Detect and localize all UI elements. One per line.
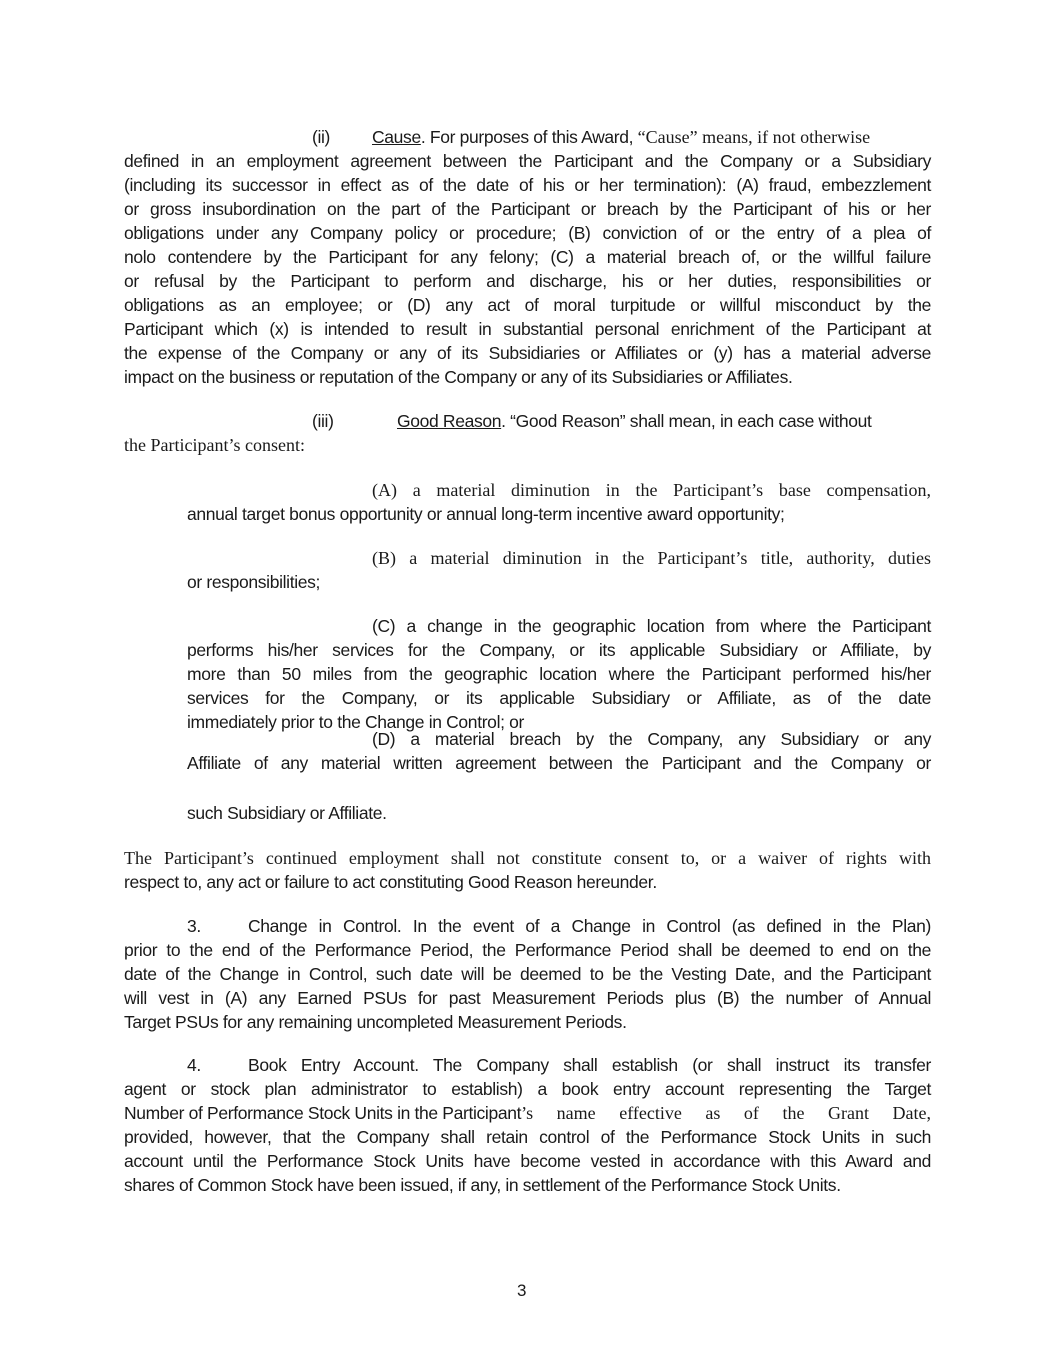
section-4-line-2: agent or stock plan administrator to establish) a book entry account representing the Target (124, 1079, 931, 1099)
cause-line-4: or gross insubordination on the part of the Participant or breach by the Participant of his or her (124, 199, 931, 219)
item-c-line-4: services for the Company, or its applicable Subsidiary or Affiliate, as of the date (187, 688, 931, 708)
item-a-line-2: annual target bonus opportunity or annual long-term incentive award opportunity; (187, 504, 785, 524)
item-c-line-5: immediately prior to the Change in Control; or (187, 712, 524, 732)
section-4-line-4: provided, however, that the Company shall retain control of the Performance Stock Units in such (124, 1127, 931, 1147)
section-4-line-6: shares of Common Stock have been issued, if any, in settlement of the Performance Stock Units. (124, 1175, 841, 1195)
good-reason-intro-line2: the Participant’s consent: (124, 435, 305, 455)
cause-first-text: . For purposes of this Award, (420, 127, 638, 147)
section-4-line-5: account until the Performance Stock Units have become vested in accordance with this Award and (124, 1151, 931, 1171)
cause-number: (ii) (312, 127, 331, 147)
cause-label (312, 125, 330, 149)
section-4-first-text: . The Company shall establish (or shall instruct its transfer (414, 1055, 931, 1075)
good-reason-first-line (397, 409, 931, 433)
cause-line-3: (including its successor in effect as of the date of his or her termination): (A) fraud, embezzlement (124, 175, 931, 195)
item-d-line-2: Affiliate of any material written agreement between the Participant and the Company or (187, 753, 931, 773)
cause-line-6: nolo contendere by the Participant for any felony; (C) a material breach of, or the willful failure (124, 247, 931, 267)
cause-heading: Cause (372, 127, 421, 147)
good-reason-heading: Good Reason (397, 411, 502, 431)
cause-line-9: Participant which (x) is intended to result in substantial personal enrichment of the Participant at (124, 319, 931, 339)
cause-line-2: defined in an employment agreement between the Participant and the Company or a Subsidiary (124, 151, 931, 171)
section-4-line-3 (124, 1101, 931, 1125)
section-3-first-line (248, 914, 931, 938)
cause-line-10: the expense of the Company or any of its Subsidiaries or Affiliates or (y) has a material adverse (124, 343, 931, 363)
cause-first-serif: “Cause” means, if not otherwise (637, 127, 871, 147)
section-3-line-3: date of the Change in Control, such date will be deemed to be the Vesting Date, and the Participant (124, 964, 931, 984)
item-b-first: (B) a material diminution in the Participant’s title, authority, duties (372, 548, 931, 568)
item-b-line-2: or responsibilities; (187, 572, 321, 592)
good-reason-closing-2: respect to, any act or failure to act constituting Good Reason hereunder. (124, 872, 657, 892)
cause-line-8: obligations as an employee; or (D) any act of moral turpitude or willful misconduct by the (124, 295, 931, 315)
section-4-heading: Book Entry Account (248, 1055, 415, 1075)
section-3-line-4: will vest in (A) any Earned PSUs for past Measurement Periods plus (B) the number of Annual (124, 988, 931, 1008)
section-3-line-5: Target PSUs for any remaining uncompleted Measurement Periods. (124, 1012, 627, 1032)
item-c-line-3: more than 50 miles from the geographic location where the Participant performed his/her (187, 664, 931, 684)
page-number: 3 (517, 1281, 527, 1300)
good-reason-intro: . “Good Reason” shall mean, in each case without (501, 411, 872, 431)
section-3-first-text: . In the event of a Change in Control (as defined in the Plan) (396, 916, 931, 936)
section-4-first-line (248, 1053, 931, 1077)
cause-line-5: obligations under any Company policy or procedure; (B) conviction of or the entry of a plea of (124, 223, 931, 243)
cause-line-11: impact on the business or reputation of the Company or any of its Subsidiaries or Affiliates. (124, 367, 793, 387)
item-c-first: (C) a change in the geographic location from where the Participant (372, 616, 931, 636)
section-4-number: 4. (187, 1055, 201, 1075)
section-4-line-3-sans: Number of Performance Stock Units in the Participant (124, 1103, 522, 1123)
cause-line-7: or refusal by the Participant to perform and discharge, his or her duties, responsibilities or (124, 271, 931, 291)
good-reason-closing-1: The Participant’s continued employment shall not constitute consent to, or a waiver of rights with (124, 848, 931, 868)
section-3-heading: Change in Control (248, 916, 397, 936)
item-a-first: (A) a material diminution in the Participant’s base compensation, (372, 480, 931, 500)
section-4-line-3-serif: ’s name effective as of the Grant Date, (521, 1103, 931, 1123)
item-d-line-3: such Subsidiary or Affiliate. (187, 803, 387, 823)
section-3-number: 3. (187, 916, 201, 936)
item-c-line-2: performs his/her services for the Company, or its applicable Subsidiary or Affiliate, by (187, 640, 931, 660)
item-d-first: (D) a material breach by the Company, any Subsidiary or any (372, 729, 931, 749)
cause-first-line (372, 125, 932, 149)
section-3-line-2: prior to the end of the Performance Period, the Performance Period shall be deemed to end on the (124, 940, 931, 960)
good-reason-label: (iii) (312, 411, 334, 431)
